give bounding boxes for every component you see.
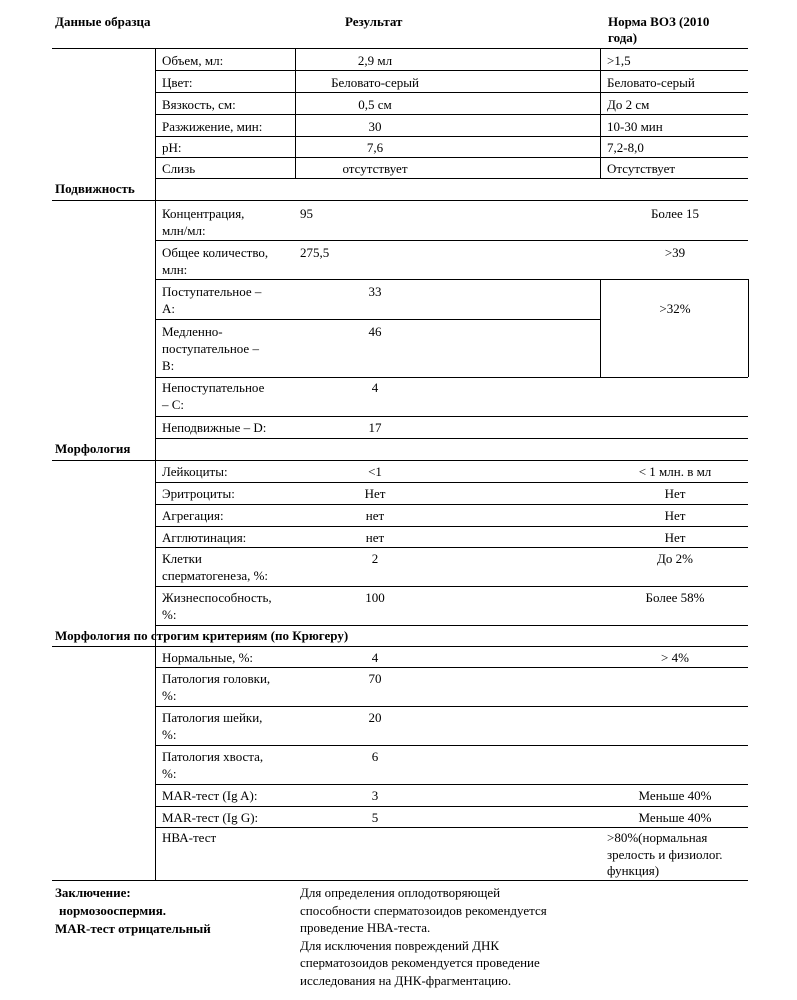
recommendation-line: сперматозоидов рекомендуется проведение (300, 955, 540, 970)
line (155, 625, 748, 626)
row-result: 2 (371, 551, 379, 566)
row-norm-line1: >80%(нормальная (607, 830, 708, 845)
conclusion-mar-result: MAR-тест отрицательный (55, 921, 211, 936)
row-norm: Нет (664, 530, 686, 545)
row-norm: До 2 см (607, 97, 650, 112)
line (155, 547, 748, 548)
line (155, 377, 748, 378)
line (155, 806, 748, 807)
header-result: Результат (345, 14, 403, 29)
row-norm: Нет (664, 486, 686, 501)
vline-result-left (295, 48, 296, 178)
row-norm: Меньше 40% (638, 788, 712, 803)
row-label-line1: Клетки (162, 551, 202, 566)
row-label-line2: млн: (162, 262, 188, 277)
header-sample-data: Данные образца (55, 14, 151, 29)
row-label: pH: (162, 140, 182, 155)
row-label-line1: Концентрация, (162, 206, 245, 221)
line-morphology-bottom (52, 460, 748, 461)
row-norm: Более 15 (650, 206, 700, 221)
row-result: 70 (368, 671, 382, 686)
line (155, 586, 748, 587)
section-title-kruger: Морфология по строгим критериям (по Крюгеру) (55, 628, 349, 643)
row-result: 4 (371, 380, 379, 395)
row-result: 46 (368, 324, 382, 339)
row-norm: 7,2-8,0 (607, 140, 644, 155)
row-label-line2: %: (162, 766, 177, 781)
line-kruger-bottom (52, 646, 748, 647)
header-who-norm-line2: года) (608, 30, 638, 45)
line (155, 70, 748, 71)
row-result: 0,5 см (358, 97, 392, 112)
row-label-line2: млн/мл: (162, 223, 206, 238)
row-result: 7,6 (366, 140, 384, 155)
row-label-line2: сперматогенеза, %: (162, 568, 269, 583)
line (155, 279, 748, 280)
line (155, 416, 748, 417)
row-norm: >32% (659, 301, 691, 316)
row-result: 100 (365, 590, 385, 605)
row-label-line1: Жизнеспособность, (162, 590, 272, 605)
row-label: Эритроциты: (162, 486, 235, 501)
row-norm: Отсутствует (607, 161, 676, 176)
vline-result-right (600, 48, 601, 178)
section-title-motility: Подвижность (55, 181, 135, 196)
line (155, 114, 748, 115)
row-label-line2: поступательное – (162, 341, 259, 356)
line (155, 438, 748, 439)
recommendation-line: способности сперматозоидов рекомендуется (300, 902, 547, 918)
row-label: Цвет: (162, 75, 193, 90)
row-norm-line3: функция) (607, 863, 660, 878)
row-result: Нет (364, 486, 386, 501)
row-result: 33 (368, 284, 382, 299)
row-result: 3 (371, 788, 379, 803)
row-result: Беловато-серый (331, 75, 419, 90)
row-label-line1: Патология хвоста, (162, 749, 264, 764)
row-result: 275,5 (300, 245, 330, 260)
row-norm: Беловато-серый (607, 75, 695, 90)
line (155, 319, 600, 320)
line (155, 136, 748, 137)
row-label-line1: Патология шейки, (162, 710, 263, 725)
row-result: 6 (371, 749, 379, 764)
line (155, 667, 748, 668)
vline-progressive-box-left (600, 279, 601, 377)
row-label: Вязкость, см: (162, 97, 236, 112)
row-label-line2: %: (162, 607, 177, 622)
row-label-line1: Поступательное – (162, 284, 262, 299)
row-label: MAR-тест (Ig G): (162, 810, 259, 825)
row-label-line2: %: (162, 727, 177, 742)
row-label: Неподвижные – D: (162, 420, 267, 435)
recommendation-line: проведение НВА-теста. (300, 920, 431, 935)
row-norm: 10-30 мин (607, 119, 663, 134)
row-norm: < 1 млн. в мл (638, 464, 712, 479)
row-result: 2,9 мл (357, 53, 393, 68)
recommendation-line: Для определения оплодотворяющей (300, 885, 501, 900)
conclusion-title: Заключение: (55, 885, 131, 900)
row-result: 4 (371, 650, 379, 665)
conclusion-diagnosis: нормозооспермия. (59, 903, 167, 918)
recommendation-line: исследования на ДНК-фрагментацию. (300, 972, 512, 988)
row-result: нет (365, 530, 385, 545)
row-norm: >1,5 (607, 53, 631, 68)
row-norm: Нет (664, 508, 686, 523)
section-title-morphology: Морфология (55, 441, 131, 456)
row-label: Лейкоциты: (162, 464, 228, 479)
row-norm: > 4% (661, 650, 689, 665)
row-label: Агрегация: (162, 508, 224, 523)
row-norm: >39 (664, 245, 686, 260)
row-result: 20 (368, 710, 382, 725)
recommendation-note (300, 884, 610, 989)
row-norm: До 2% (657, 551, 693, 566)
row-label: Слизь (162, 161, 196, 176)
line-motility-bottom (52, 200, 748, 201)
row-result: отсутствует (342, 161, 408, 176)
line (155, 526, 748, 527)
row-norm: Более 58% (645, 590, 705, 605)
vline-label-column (155, 48, 156, 880)
row-label-line1: Непоступательное (162, 380, 265, 395)
row-result: 95 (300, 206, 313, 221)
line (155, 745, 748, 746)
row-label: Нормальные, %: (162, 650, 254, 665)
line-table-bottom (52, 880, 748, 881)
row-label-line1: Патология головки, (162, 671, 271, 686)
row-label-line1: Общее количество, (162, 245, 269, 260)
recommendation-line: Для исключения повреждений ДНК (300, 937, 500, 953)
line (155, 706, 748, 707)
row-result: <1 (368, 464, 382, 479)
line (155, 157, 748, 158)
line (155, 504, 748, 505)
row-result: 30 (368, 119, 382, 134)
line (155, 784, 748, 785)
row-label: Разжижение, мин: (162, 119, 263, 134)
row-label-line2: – С: (162, 397, 185, 412)
line (155, 178, 748, 179)
row-label-line2: А: (162, 301, 175, 316)
row-label-line3: В: (162, 358, 175, 373)
row-result: нет (365, 508, 385, 523)
row-label: MAR-тест (Ig A): (162, 788, 258, 803)
row-norm: Меньше 40% (638, 810, 712, 825)
line (155, 92, 748, 93)
row-norm-line2: зрелость и физиолог. (607, 847, 723, 862)
vline-progressive-box-right (748, 279, 749, 377)
row-label-line2: %: (162, 688, 177, 703)
line-header-bottom (52, 48, 748, 49)
line (155, 482, 748, 483)
row-label-line1: Медленно- (162, 324, 223, 339)
line (155, 240, 748, 241)
row-result: 5 (371, 810, 379, 825)
row-label: НВА-тест (162, 830, 217, 845)
header-who-norm-line1: Норма ВОЗ (2010 (608, 14, 710, 29)
row-label: Агглютинация: (162, 530, 247, 545)
line (155, 827, 748, 828)
row-result: 17 (368, 420, 382, 435)
row-label: Объем, мл: (162, 53, 224, 68)
